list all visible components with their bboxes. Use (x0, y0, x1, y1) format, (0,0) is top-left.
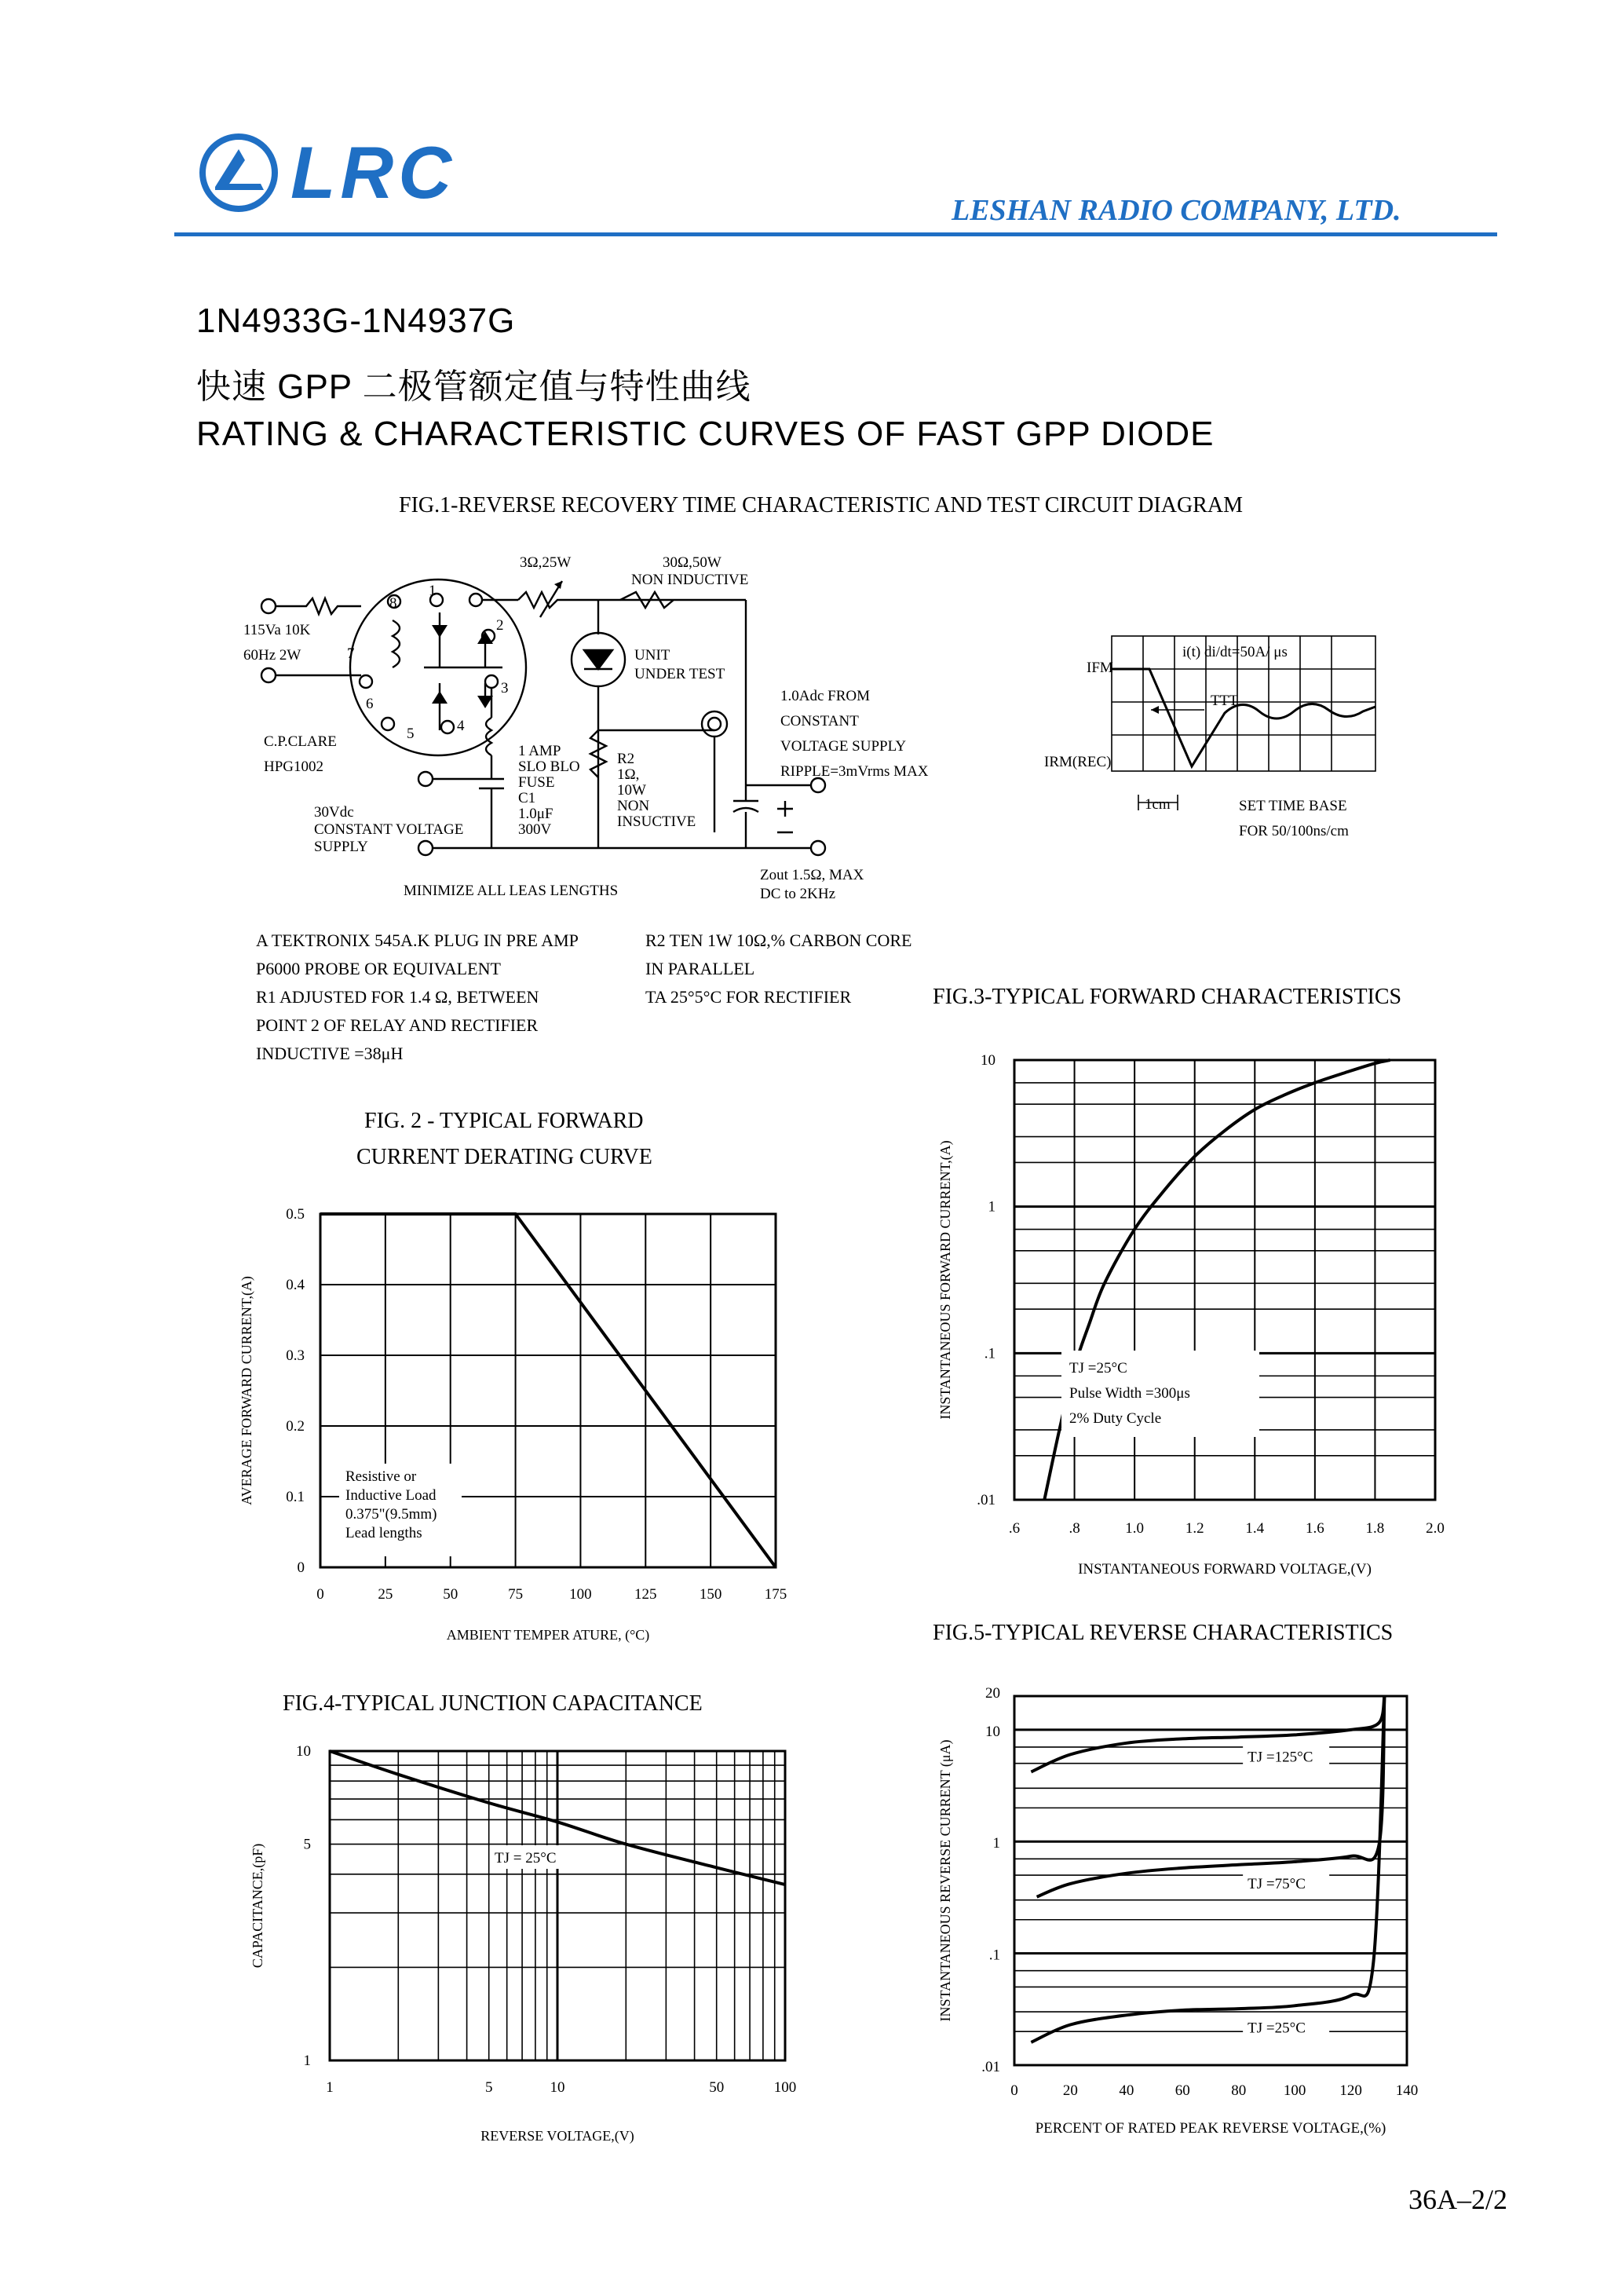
x-tick-label: 50 (709, 2079, 725, 2096)
fig5-title: FIG.5-TYPICAL REVERSE CHARACTERISTICS (933, 1621, 1394, 1645)
x-axis-label: INSTANTANEOUS FORWARD VOLTAGE,(V) (1078, 1561, 1372, 1578)
y-tick-label: 0.1 (286, 1489, 305, 1505)
label-zout1: Zout 1.5Ω, MAX (760, 867, 864, 883)
label-supply1: 115Va 10K (243, 622, 311, 638)
y-tick-label: .1 (988, 1947, 1000, 1964)
x-tick-label: 25 (378, 1586, 393, 1603)
x-tick-label: 120 (1339, 2082, 1362, 2099)
note-right-1: R2 TEN 1W 10Ω,% CARBON CORE (645, 930, 912, 950)
annotation-text: Lead lengths (345, 1525, 422, 1541)
annotation-text: Resistive or (345, 1468, 417, 1485)
label-r2w: 10W (617, 782, 646, 799)
x-tick-label: 175 (764, 1586, 787, 1603)
title-english: RATING & CHARACTERISTIC CURVES OF FAST GPP DIODE (196, 415, 1215, 453)
reverse-curve-series (1031, 1696, 1384, 2042)
x-tick-label: 125 (634, 1586, 657, 1603)
x-tick-label: .8 (1069, 1520, 1080, 1537)
label-dc1: 1.0Adc FROM (780, 688, 871, 704)
label-pin2: 2 (496, 617, 504, 634)
label-trr: TTT (1211, 693, 1238, 709)
fig2-title-line1: FIG. 2 - TYPICAL FORWARD (364, 1109, 644, 1133)
label-insuctive: INSUCTIVE (617, 813, 696, 830)
title-chinese: 快速 GPP 二极管额定值与特性曲线 (196, 367, 751, 406)
series-label: TJ =125°C (1248, 1749, 1313, 1766)
part-numbers: 1N4933G-1N4937G (196, 302, 516, 340)
series-label: TJ =75°C (1248, 1875, 1306, 1892)
x-tick-label: 80 (1231, 2082, 1247, 2099)
y-tick-label: 0.2 (286, 1418, 305, 1435)
y-axis-label: INSTANTANEOUS REVERSE CURRENT (μA) (937, 1739, 953, 2022)
label-supply: SUPPLY (314, 839, 368, 855)
x-axis-label: AMBIENT TEMPER ATURE, (°C) (446, 1627, 650, 1643)
fig3-forward-chart (926, 1021, 1476, 1586)
y-tick-label: 1 (303, 2053, 311, 2069)
logo-emblem-icon (198, 132, 279, 214)
note-left-1: A TEKTRONIX 545A.K PLUG IN PRE AMP (256, 930, 579, 950)
note-left-5: INDUCTIVE =38μH (256, 1044, 404, 1063)
label-c1volt: 300V (518, 821, 552, 838)
y-tick-label: 1 (992, 1835, 1000, 1852)
label-supply2: 60Hz 2W (243, 647, 301, 664)
label-pin6: 6 (366, 696, 374, 712)
y-tick-label: .01 (981, 2059, 1000, 2075)
label-dc4: RIPPLE=3mVrms MAX (780, 763, 929, 780)
x-tick-label: 40 (1119, 2082, 1134, 2099)
x-tick-label: 60 (1174, 2082, 1190, 2099)
label-fuse2: SLO BLO (518, 759, 580, 775)
label-r2v: 1Ω, (617, 766, 640, 783)
x-tick-label: 75 (508, 1586, 524, 1603)
fig1-notes-left (256, 927, 579, 1068)
x-tick-label: 100 (569, 1586, 592, 1603)
fig5-reverse-chart (926, 1673, 1476, 2144)
recovery-waveform (1028, 628, 1390, 856)
fig3-title: FIG.3-TYPICAL FORWARD CHARACTERISTICS (933, 985, 1402, 1009)
label-set-time1: SET TIME BASE (1239, 798, 1347, 814)
label-unit2: UNDER TEST (634, 666, 725, 682)
label-dc3: VOLTAGE SUPPLY (780, 738, 907, 755)
x-tick-label: 1.0 (1125, 1520, 1145, 1537)
label-r2: R2 (617, 751, 635, 767)
annotation-text: TJ = 25°C (495, 1850, 557, 1866)
note-left-4: POINT 2 OF RELAY AND RECTIFIER (256, 1015, 539, 1035)
y-tick-label: 0.5 (286, 1206, 305, 1223)
x-tick-label: 2.0 (1426, 1520, 1445, 1537)
reverse-curve-series (1037, 1696, 1385, 1897)
label-non-inductive: NON INDUCTIVE (631, 572, 749, 588)
x-tick-label: 1 (326, 2079, 334, 2096)
label-r30: 30Ω,50W (663, 554, 721, 571)
x-tick-label: .6 (1008, 1520, 1021, 1537)
note-right-2: IN PARALLEL (645, 959, 755, 978)
note-left-3: R1 ADJUSTED FOR 1.4 Ω, BETWEEN (256, 987, 539, 1007)
label-pin1: 1 (429, 583, 437, 599)
label-clare2: HPG1002 (264, 759, 324, 775)
label-pin5: 5 (407, 726, 415, 742)
annotation-text: Inductive Load (345, 1487, 437, 1504)
company-name: LESHAN RADIO COMPANY, LTD. (952, 194, 1401, 227)
label-pin4: 4 (457, 718, 465, 734)
label-dc2: CONSTANT (780, 713, 859, 729)
x-tick-label: 100 (773, 2079, 797, 2096)
reverse-curve-series (1031, 1696, 1384, 1772)
y-axis-label: AVERAGE FORWARD CURRENT,(A) (239, 1276, 254, 1505)
label-c1v: 1.0μF (518, 806, 553, 822)
y-tick-label: 10 (981, 1052, 995, 1069)
y-tick-label: 0 (297, 1559, 305, 1576)
fig4-title: FIG.4-TYPICAL JUNCTION CAPACITANCE (283, 1691, 703, 1716)
y-tick-label: 5 (303, 1836, 311, 1853)
y-tick-label: 1 (988, 1198, 995, 1216)
page-code: 36A–2/2 (1408, 2184, 1507, 2215)
test-circuit-diagram (243, 550, 981, 911)
label-c1: C1 (518, 790, 536, 806)
y-tick-label: 0.3 (286, 1347, 305, 1364)
x-axis-label: REVERSE VOLTAGE,(V) (480, 2128, 634, 2144)
label-ifm: IFM (1087, 660, 1113, 676)
x-tick-label: 150 (699, 1586, 722, 1603)
header-rule (174, 232, 1497, 236)
annotation-text: 2% Duty Cycle (1069, 1410, 1162, 1427)
label-cm: 1cm (1145, 796, 1171, 813)
label-unit1: UNIT (634, 647, 670, 664)
x-tick-label: 0 (316, 1586, 324, 1603)
x-tick-label: 1.6 (1305, 1520, 1324, 1537)
y-tick-label: 20 (985, 1685, 1000, 1702)
x-tick-label: 100 (1283, 2082, 1306, 2099)
label-fuse1: 1 AMP (518, 743, 561, 759)
y-axis-label: INSTANTANEOUS FORWARD CURRENT,(A) (937, 1140, 953, 1420)
label-cv: CONSTANT VOLTAGE (314, 821, 464, 838)
label-r3: 3Ω,25W (520, 554, 572, 571)
x-tick-label: 5 (484, 2079, 493, 2096)
label-fuse3: FUSE (518, 774, 555, 791)
label-irm: IRM(REC) (1044, 754, 1112, 770)
x-tick-label: 50 (443, 1586, 458, 1603)
logo-text: LRC (290, 131, 457, 214)
label-pin7: 7 (347, 645, 355, 662)
label-pin3: 3 (501, 680, 509, 696)
y-tick-label: 10 (296, 1743, 311, 1760)
fig4-capacitance-chart (236, 1727, 832, 2152)
fig1-title: FIG.1-REVERSE RECOVERY TIME CHARACTERISTIC AND TEST CIRCUIT DIAGRAM (399, 493, 1243, 517)
x-tick-label: 1.4 (1245, 1520, 1265, 1537)
fig1-notes-right (645, 927, 911, 1011)
y-axis-label: CAPACITANCE,(pF) (250, 1843, 265, 1969)
label-non: NON (617, 798, 650, 814)
y-tick-label: .1 (984, 1345, 995, 1362)
x-tick-label: 140 (1395, 2082, 1419, 2099)
y-tick-label: .01 (977, 1492, 995, 1508)
y-tick-label: 10 (985, 1723, 1000, 1740)
label-pin8: 8 (389, 595, 397, 612)
fig2-title-line2: CURRENT DERATING CURVE (356, 1145, 652, 1169)
y-tick-label: 0.4 (286, 1277, 305, 1293)
note-right-3: TA 25°5°C FOR RECTIFIER (645, 987, 852, 1007)
x-axis-label: PERCENT OF RATED PEAK REVERSE VOLTAGE,(%) (1035, 2120, 1386, 2137)
label-set-time2: FOR 50/100ns/cm (1239, 823, 1349, 839)
note-left-2: P6000 PROBE OR EQUIVALENT (256, 959, 501, 978)
label-di-dt: i(t) di/dt=50A/ μs (1182, 644, 1288, 660)
x-tick-label: 1.8 (1365, 1520, 1385, 1537)
series-label: TJ =25°C (1248, 2020, 1306, 2037)
annotation-text: Pulse Width =300μs (1069, 1385, 1190, 1402)
label-v30: 30Vdc (314, 804, 354, 821)
annotation-text: TJ =25°C (1069, 1360, 1127, 1377)
label-zout2: DC to 2KHz (760, 886, 836, 902)
annotation-text: 0.375"(9.5mm) (345, 1506, 437, 1523)
x-tick-label: 0 (1010, 2082, 1018, 2099)
x-tick-label: 1.2 (1185, 1520, 1204, 1537)
x-tick-label: 20 (1062, 2082, 1078, 2099)
label-minimize: MINIMIZE ALL LEAS LENGTHS (404, 883, 619, 899)
label-clare1: C.P.CLARE (264, 733, 337, 750)
fig2-derating-chart (228, 1186, 824, 1649)
x-tick-label: 10 (550, 2079, 565, 2096)
